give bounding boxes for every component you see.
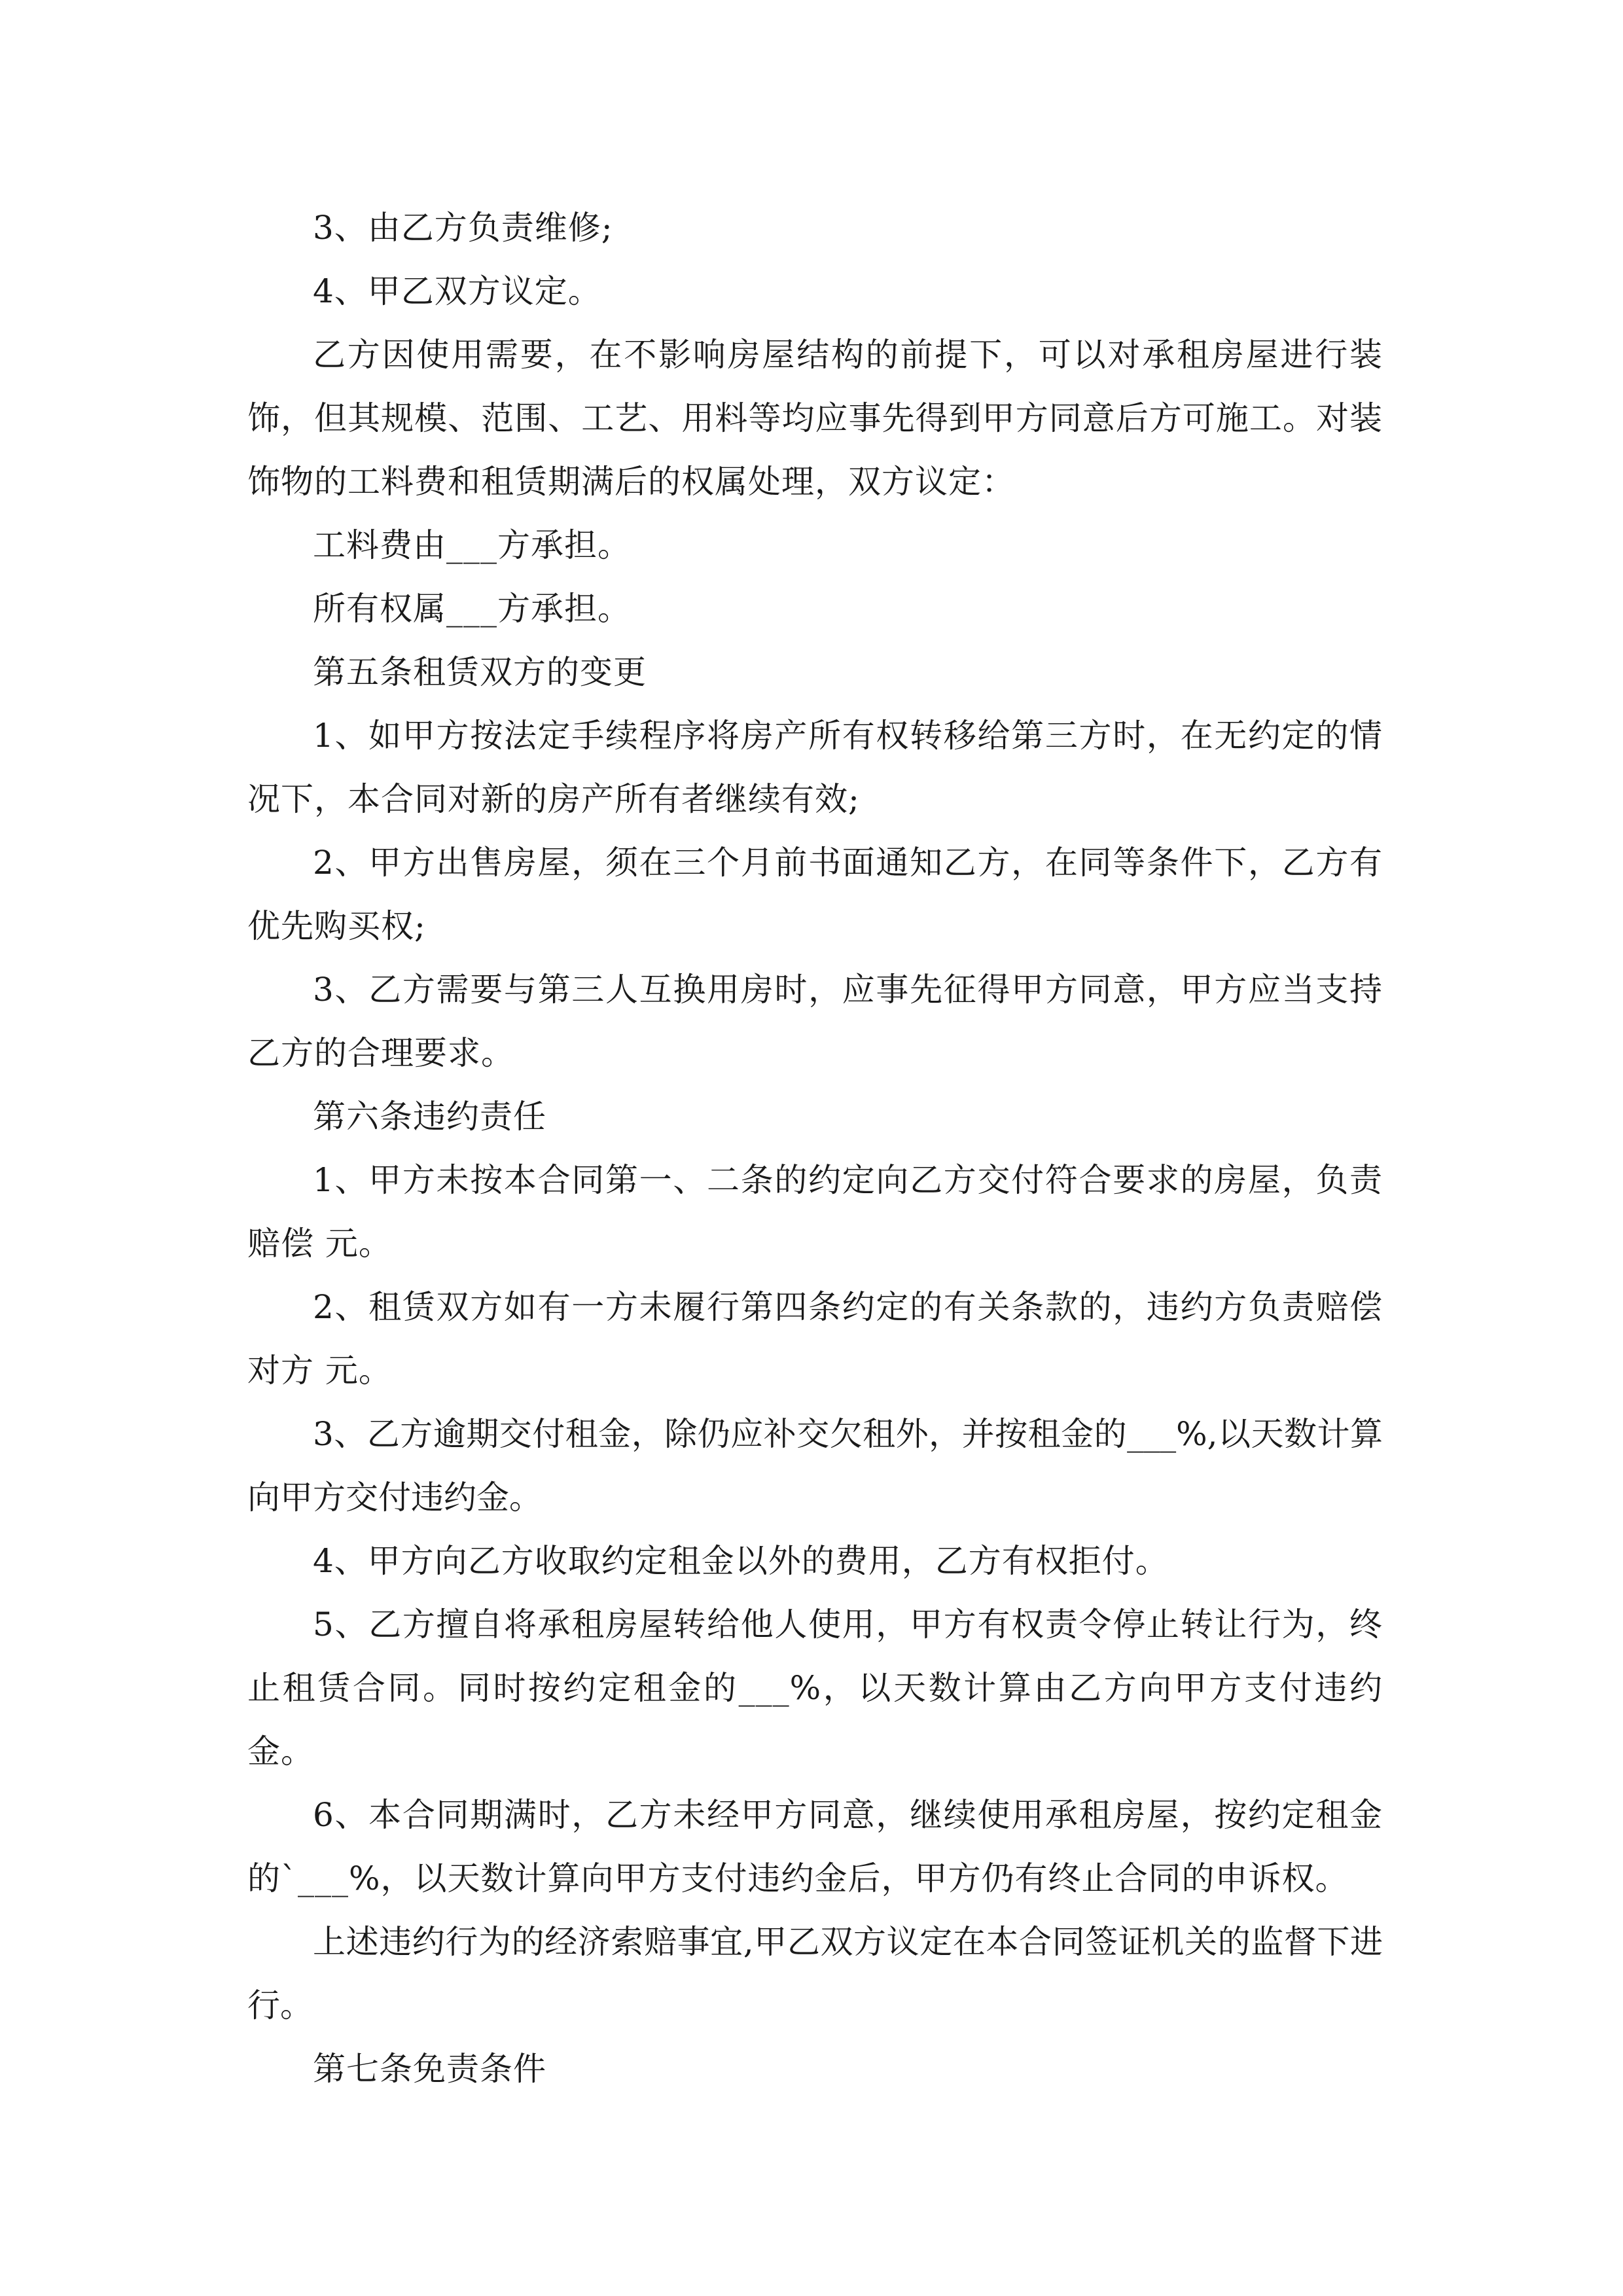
paragraph-mutual-agreement: 4、甲乙双方议定。 <box>313 272 601 310</box>
paragraph-breach-article-4: 2、租赁双方如有一方未履行第四条约定的有关条款的，违约方负责赔偿对方 元。 <box>247 1288 1383 1390</box>
paragraph-extra-fees: 4、甲方向乙方收取约定租金以外的费用，乙方有权拒付。 <box>313 1542 1169 1580</box>
section-heading-article-7: 第七条免责条件 <box>313 2050 546 2088</box>
paragraph-repair-by-party-b: 3、由乙方负责维修; <box>313 209 613 247</box>
section-heading-article-5: 第五条租赁双方的变更 <box>313 653 647 691</box>
paragraph-breach-delivery: 1、甲方未按本合同第一、二条的约定向乙方交付符合要求的房屋，负责赔偿 元。 <box>247 1161 1383 1263</box>
paragraph-ownership: 所有权属___方承担。 <box>313 590 631 628</box>
document-body <box>247 196 1383 2101</box>
paragraph-decoration-terms: 乙方因使用需要，在不影响房屋结构的前提下，可以对承租房屋进行装饰，但其规模、范围、工艺、用料等均应事先得到甲方同意后方可施工。对装饰物的工料费和租赁期满后的权属处理，双方议定： <box>247 336 1383 501</box>
paragraph-exchange-housing: 3、乙方需要与第三人互换用房时，应事先征得甲方同意，甲方应当支持乙方的合理要求。 <box>247 971 1383 1072</box>
paragraph-ownership-transfer: 1、如甲方按法定手续程序将房产所有权转移给第三方时，在无约定的情况下，本合同对新的房产所有者继续有效; <box>247 717 1383 818</box>
section-heading-article-6: 第六条违约责任 <box>313 1098 546 1136</box>
paragraph-sale-notice: 2、甲方出售房屋，须在三个月前书面通知乙方，在同等条件下，乙方有优先购买权; <box>247 844 1383 945</box>
paragraph-overstay: 6、本合同期满时，乙方未经甲方同意，继续使用承租房屋，按约定租金的`___%，以天数计算向甲方支付违约金后，甲方仍有终止合同的申诉权。 <box>247 1796 1383 1897</box>
paragraph-late-rent: 3、乙方逾期交付租金，除仍应补交欠租外，并按租金的___%,以天数计算向甲方交付违约金。 <box>247 1415 1383 1516</box>
paragraph-unauthorized-sublet: 5、乙方擅自将承租房屋转给他人使用，甲方有权责令停止转让行为，终止租赁合同。同时按约定租金的___%，以天数计算由乙方向甲方支付违约金。 <box>247 1605 1383 1770</box>
paragraph-claims-supervision: 上述违约行为的经济索赔事宜,甲乙双方议定在本合同签证机关的监督下进行。 <box>247 1923 1383 2024</box>
paragraph-labor-cost: 工料费由___方承担。 <box>313 526 631 564</box>
